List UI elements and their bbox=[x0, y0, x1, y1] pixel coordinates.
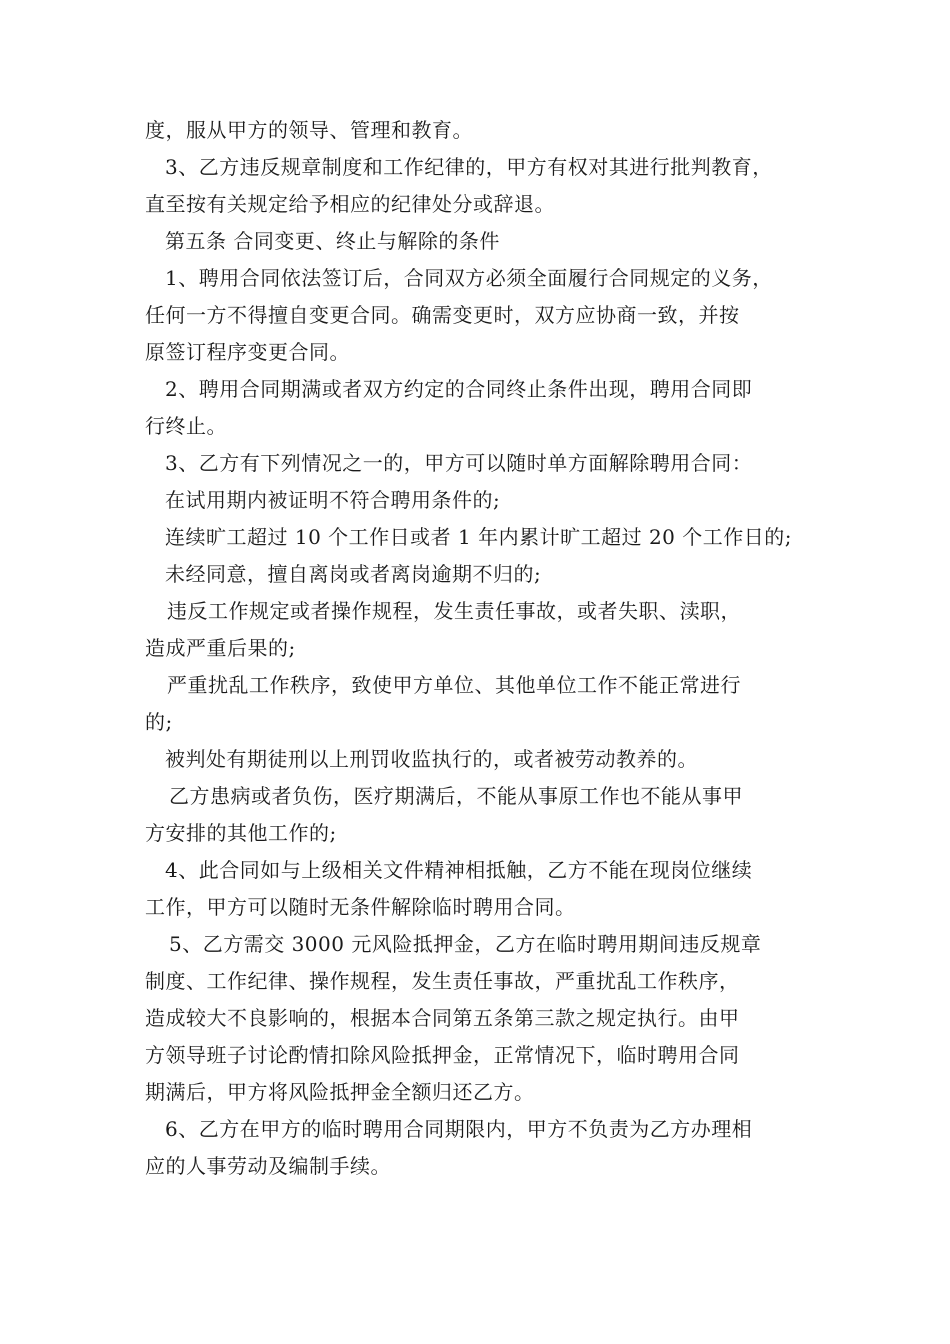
text-line: 连续旷工超过 10 个工作日或者 1 年内累计旷工超过 20 个工作日的; bbox=[165, 525, 793, 549]
text-line: 被判处有期徒刑以上刑罚收监执行的，或者被劳动教养的。 bbox=[165, 747, 698, 771]
text-line: 1、聘用合同依法签订后，合同双方必须全面履行合同规定的义务， bbox=[165, 266, 773, 290]
text-line: 第五条 合同变更、终止与解除的条件 bbox=[165, 229, 500, 253]
text-line: 任何一方不得擅自变更合同。确需变更时，双方应协商一致，并按 bbox=[145, 303, 740, 327]
text-line: 3、乙方违反规章制度和工作纪律的，甲方有权对其进行批判教育， bbox=[165, 155, 773, 179]
text-line: 期满后，甲方将风险抵押金全额归还乙方。 bbox=[145, 1080, 535, 1104]
text-line: 度，服从甲方的领导、管理和教育。 bbox=[145, 118, 473, 142]
text-line: 在试用期内被证明不符合聘用条件的; bbox=[165, 488, 501, 512]
text-line: 工作，甲方可以随时无条件解除临时聘用合同。 bbox=[145, 895, 576, 919]
text-line: 原签订程序变更合同。 bbox=[145, 340, 350, 364]
text-line: 4、此合同如与上级相关文件精神相抵触，乙方不能在现岗位继续 bbox=[165, 858, 753, 882]
text-line: 的; bbox=[145, 710, 173, 734]
text-line: 应的人事劳动及编制手续。 bbox=[145, 1154, 391, 1178]
text-line: 2、聘用合同期满或者双方约定的合同终止条件出现，聘用合同即 bbox=[165, 377, 753, 401]
text-line: 直至按有关规定给予相应的纪律处分或辞退。 bbox=[145, 192, 555, 216]
text-line: 未经同意，擅自离岗或者离岗逾期不归的; bbox=[165, 562, 542, 586]
text-line: 5、乙方需交 3000 元风险抵押金，乙方在临时聘用期间违反规章 bbox=[169, 932, 762, 956]
text-line: 3、乙方有下列情况之一的，甲方可以随时单方面解除聘用合同： bbox=[165, 451, 753, 475]
document-body bbox=[145, 112, 825, 1185]
text-line: 制度、工作纪律、操作规程，发生责任事故，严重扰乱工作秩序， bbox=[145, 969, 740, 993]
text-line: 方领导班子讨论酌情扣除风险抵押金，正常情况下，临时聘用合同 bbox=[145, 1043, 740, 1067]
text-line: 严重扰乱工作秩序，致使甲方单位、其他单位工作不能正常进行 bbox=[167, 673, 741, 697]
text-line: 6、乙方在甲方的临时聘用合同期限内，甲方不负责为乙方办理相 bbox=[165, 1117, 753, 1141]
text-line: 造成较大不良影响的，根据本合同第五条第三款之规定执行。由甲 bbox=[145, 1006, 740, 1030]
text-line: 违反工作规定或者操作规程，发生责任事故，或者失职、渎职， bbox=[167, 599, 741, 623]
text-line: 造成严重后果的; bbox=[145, 636, 296, 660]
text-line: 方安排的其他工作的; bbox=[145, 821, 337, 845]
text-line: 乙方患病或者负伤，医疗期满后，不能从事原工作也不能从事甲 bbox=[169, 784, 743, 808]
text-line: 行终止。 bbox=[145, 414, 227, 438]
